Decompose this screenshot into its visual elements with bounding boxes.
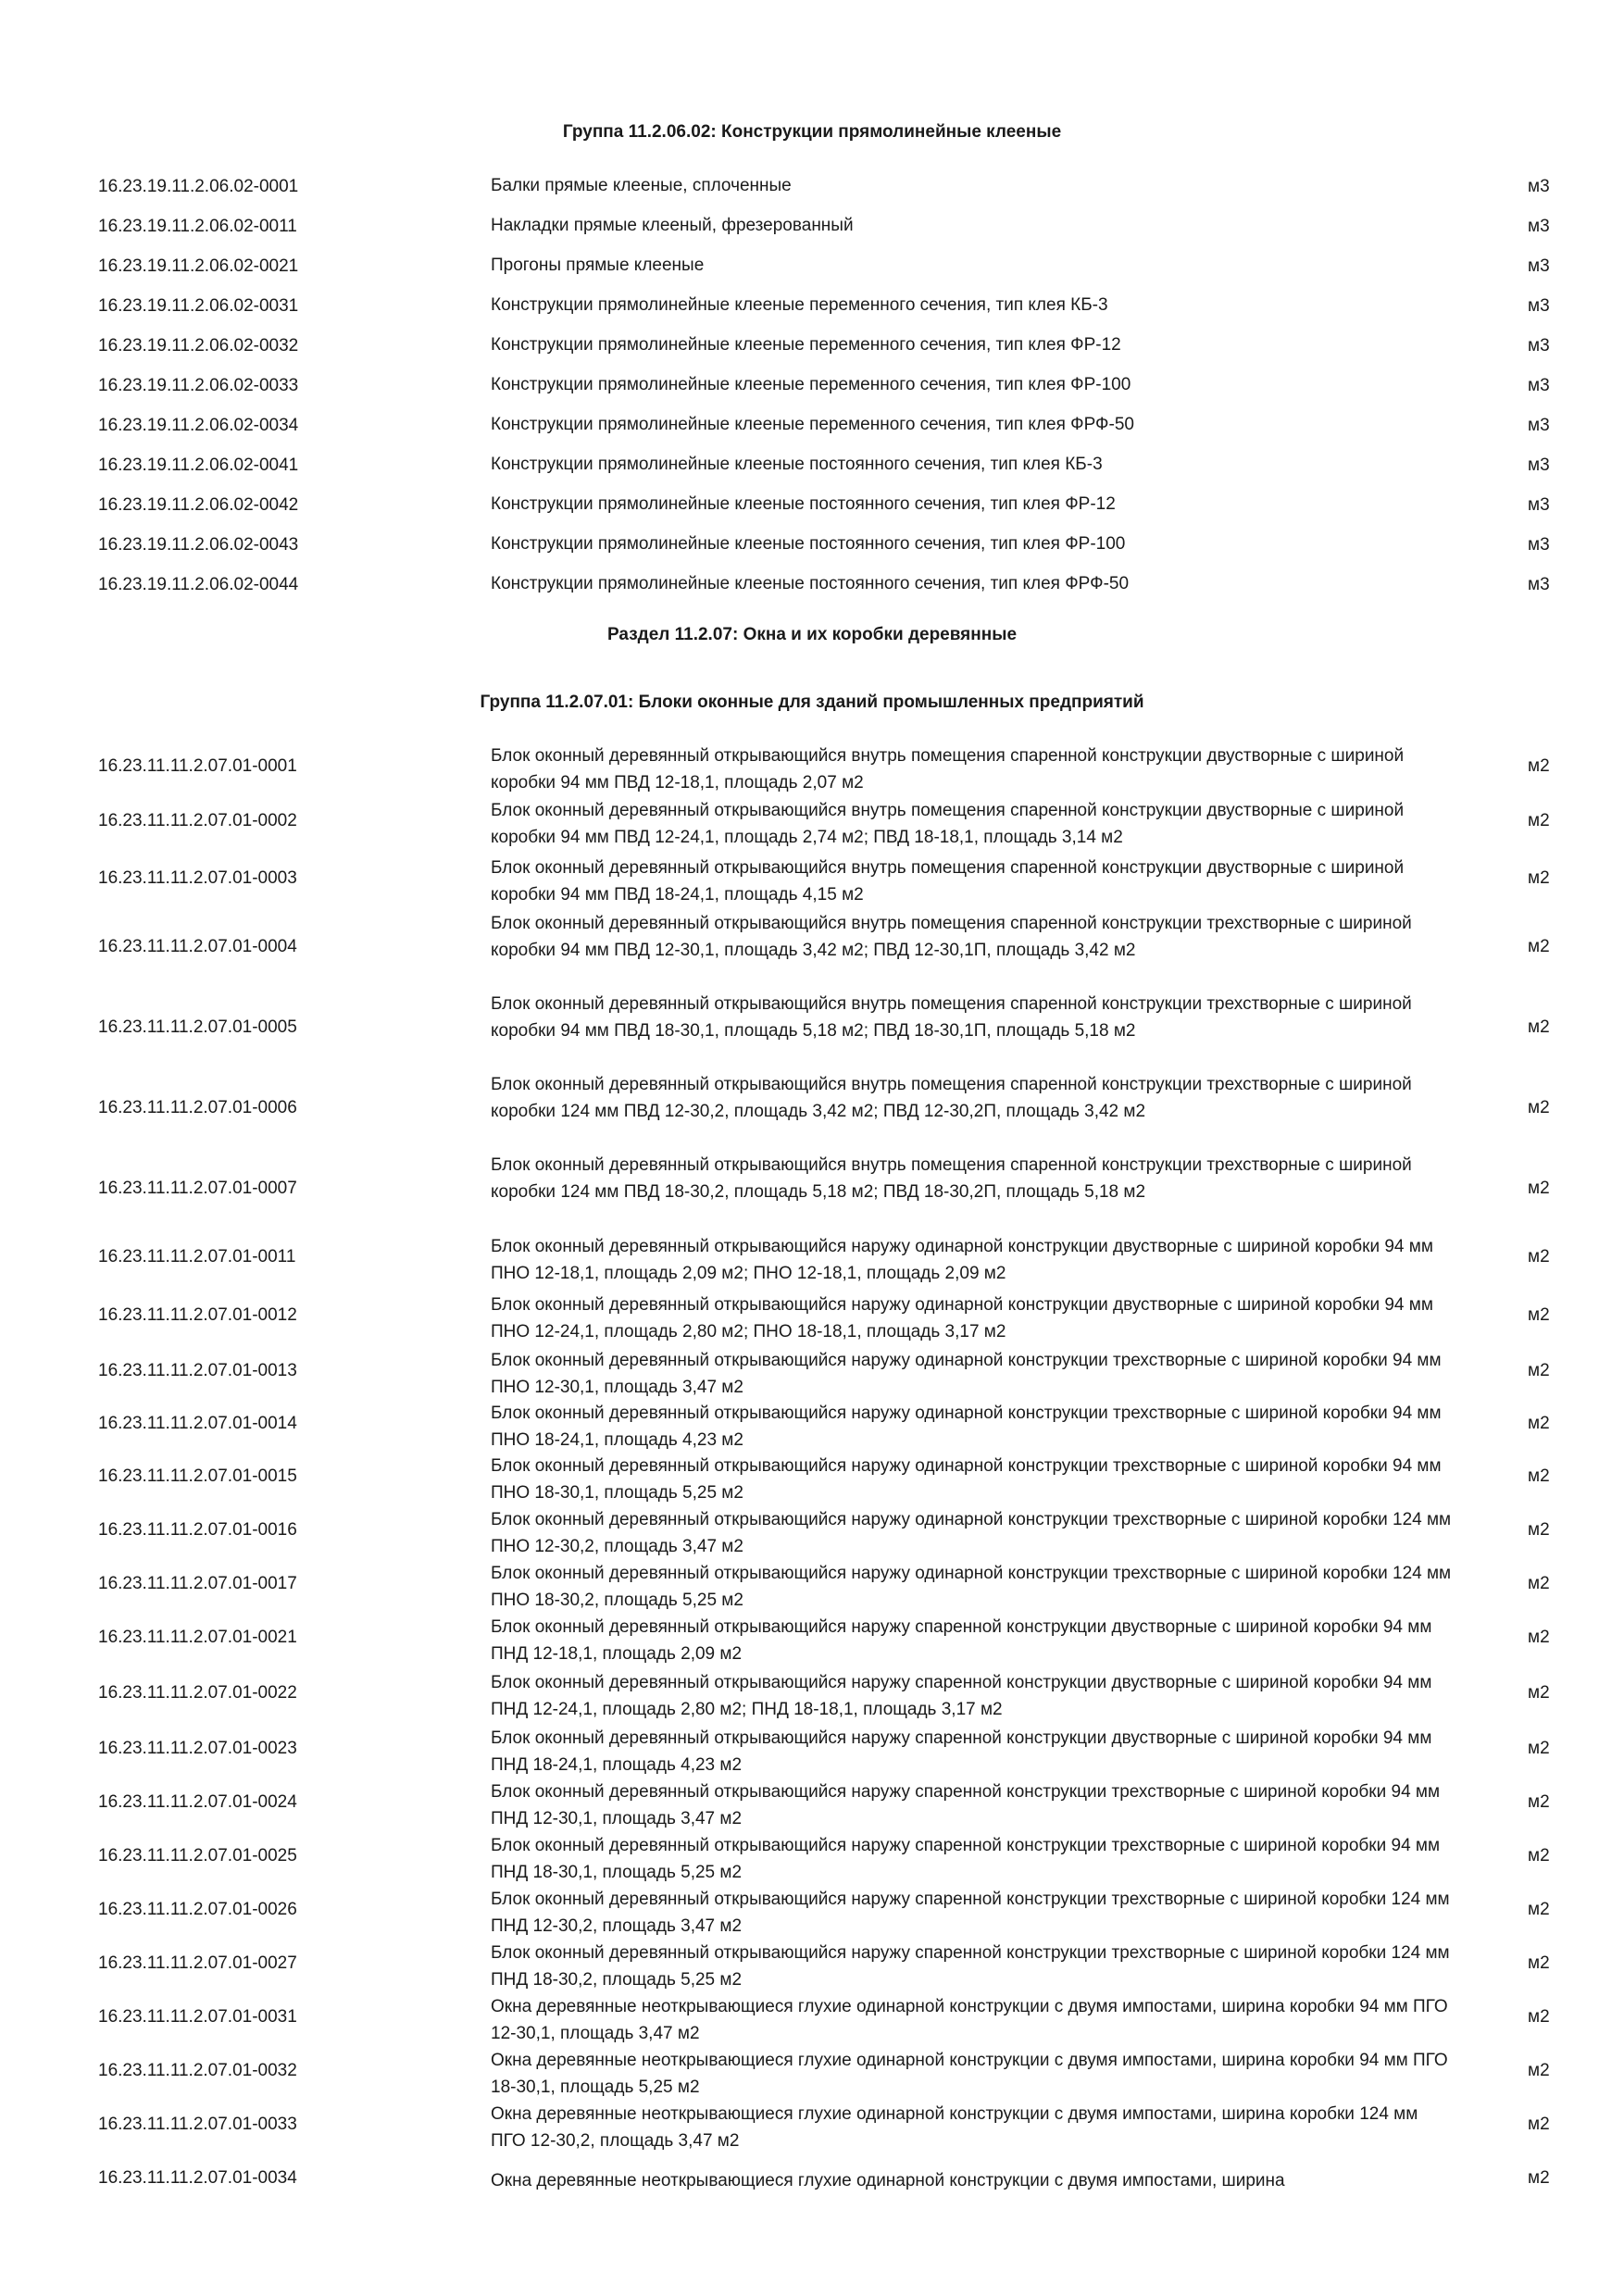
item-code: 16.23.19.11.2.06.02-0043 [98,535,299,555]
item-name: Блок оконный деревянный открывающийся наружу спаренной конструкции двустворные с шириной коробки 94 мм ПНД 12-24,1, площадь 2,80 м2; ПНД 18-18,1, площадь 3,17 м2 [491,1673,1432,1719]
item-name: Окна деревянные неоткрывающиеся глухие одинарной конструкции с двумя импостами, ширина коробки 94 мм ПГО 18-30,1, площадь 5,25 м2 [491,2051,1448,2097]
item-code: 16.23.19.11.2.06.02-0044 [98,575,299,594]
item-unit: м2 [1528,1846,1550,1866]
item-unit: м3 [1528,376,1550,395]
item-unit: м2 [1528,2007,1550,2027]
item-name: Балки прямые клееные, сплоченные [491,176,792,195]
item-name: Блок оконный деревянный открывающийся наружу одинарной конструкции трехстворные с шириной коробки 94 мм ПНО 18-30,1, площадь 5,25 м2 [491,1456,1442,1503]
item-name: Блок оконный деревянный открывающийся наружу одинарной конструкции трехстворные с шириной коробки 94 мм ПНО 18-24,1, площадь 4,23 м2 [491,1404,1442,1450]
item-unit: м3 [1528,495,1550,515]
item-code: 16.23.11.11.2.07.01-0027 [98,1953,297,1973]
item-unit: м2 [1528,868,1550,888]
item-name: Конструкции прямолинейные клееные переменного сечения, тип клея ФР-12 [491,335,1121,355]
item-name: Блок оконный деревянный открывающийся наружу спаренной конструкции двустворные с шириной коробки 94 мм ПНД 12-18,1, площадь 2,09 м2 [491,1617,1432,1664]
group-heading-1: Группа 11.2.06.02: Конструкции прямолинейные клееные [562,122,1062,142]
item-name: Блок оконный деревянный открывающийся наружу спаренной конструкции трехстворные с шириной коробки 94 мм ПНД 12-30,1, площадь 3,47 м2 [491,1782,1441,1828]
item-unit: м2 [1528,2168,1550,2188]
item-unit: м3 [1528,336,1550,356]
item-code: 16.23.11.11.2.07.01-0002 [98,811,297,830]
item-unit: м2 [1528,2115,1550,2134]
item-name: Блок оконный деревянный открывающийся наружу одинарной конструкции трехстворные с шириной коробки 124 мм ПНО 12-30,2, площадь 3,47 м2 [491,1510,1452,1556]
item-name: Конструкции прямолинейные клееные постоянного сечения, тип клея ФР-100 [491,534,1126,554]
item-code: 16.23.19.11.2.06.02-0042 [98,495,299,515]
item-unit: м2 [1528,1247,1550,1267]
item-unit: м2 [1528,756,1550,776]
item-name: Блок оконный деревянный открывающийся внутрь помещения спаренной конструкции двустворные с шириной коробки 94 мм ПВД 12-18,1, площадь 2,07 м2 [491,746,1405,792]
item-code: 16.23.19.11.2.06.02-0032 [98,336,299,356]
item-name: Блок оконный деревянный открывающийся внутрь помещения спаренной конструкции трехстворные с шириной коробки 124 мм ПВД 12-30,2, площадь 3,42 м2; ПВД 12-30,2П, площадь 3,42 м2 [491,1075,1412,1121]
item-code: 16.23.11.11.2.07.01-0014 [98,1414,297,1433]
item-code: 16.23.11.11.2.07.01-0033 [98,2115,297,2134]
item-code: 16.23.11.11.2.07.01-0012 [98,1305,297,1325]
item-unit: м3 [1528,416,1550,435]
item-code: 16.23.19.11.2.06.02-0001 [98,177,299,196]
item-unit: м2 [1528,1305,1550,1325]
item-unit: м2 [1528,1466,1550,1486]
item-name: Блок оконный деревянный открывающийся наружу спаренной конструкции трехстворные с шириной коробки 124 мм ПНД 18-30,2, площадь 5,25 м2 [491,1943,1450,1990]
item-code: 16.23.19.11.2.06.02-0011 [98,217,297,236]
item-name: Прогоны прямые клееные [491,256,705,275]
item-name: Окна деревянные неоткрывающиеся глухие одинарной конструкции с двумя импостами, ширина коробки 94 мм ПГО 12-30,1, площадь 3,47 м2 [491,1997,1448,2043]
group-heading-2: Группа 11.2.07.01: Блоки оконные для зданий промышленных предприятий [480,693,1144,712]
item-name: Блок оконный деревянный открывающийся внутрь помещения спаренной конструкции двустворные с шириной коробки 94 мм ПВД 18-24,1, площадь 4,15 м2 [491,858,1405,905]
item-code: 16.23.11.11.2.07.01-0005 [98,1017,297,1037]
item-unit: м3 [1528,256,1550,276]
item-name: Блок оконный деревянный открывающийся наружу одинарной конструкции двустворные с шириной коробки 94 мм ПНО 12-24,1, площадь 2,80 м2; ПНО 18-18,1, площадь 3,17 м2 [491,1295,1433,1341]
item-code: 16.23.11.11.2.07.01-0001 [98,756,297,776]
item-name: Накладки прямые клееный, фрезерованный [491,216,854,235]
item-name: Блок оконный деревянный открывающийся наружу одинарной конструкции трехстворные с шириной коробки 94 мм ПНО 12-30,1, площадь 3,47 м2 [491,1351,1442,1397]
item-code: 16.23.11.11.2.07.01-0026 [98,1900,297,1919]
item-name: Блок оконный деревянный открывающийся наружу спаренной конструкции трехстворные с шириной коробки 94 мм ПНД 18-30,1, площадь 5,25 м2 [491,1836,1441,1882]
item-code: 16.23.11.11.2.07.01-0003 [98,868,297,888]
item-name: Блок оконный деревянный открывающийся внутрь помещения спаренной конструкции двустворные с шириной коробки 94 мм ПВД 12-24,1, площадь 2,74 м2; ПВД 18-18,1, площадь 3,14 м2 [491,801,1405,847]
item-unit: м2 [1528,1739,1550,1758]
item-unit: м2 [1528,1361,1550,1380]
item-unit: м2 [1528,1683,1550,1703]
item-code: 16.23.11.11.2.07.01-0024 [98,1792,297,1812]
item-code: 16.23.11.11.2.07.01-0022 [98,1683,297,1703]
item-unit: м2 [1528,1098,1550,1117]
item-code: 16.23.11.11.2.07.01-0013 [98,1361,297,1380]
item-unit: м2 [1528,1520,1550,1540]
item-code: 16.23.11.11.2.07.01-0016 [98,1520,297,1540]
item-name: Конструкции прямолинейные клееные переменного сечения, тип клея КБ-3 [491,295,1108,315]
item-code: 16.23.11.11.2.07.01-0011 [98,1247,296,1267]
item-code: 16.23.11.11.2.07.01-0006 [98,1098,297,1117]
item-unit: м2 [1528,1900,1550,1919]
item-code: 16.23.11.11.2.07.01-0004 [98,937,297,956]
item-name: Блок оконный деревянный открывающийся наружу одинарной конструкции двустворные с шириной коробки 94 мм ПНО 12-18,1, площадь 2,09 м2; ПНО 12-18,1, площадь 2,09 м2 [491,1237,1433,1283]
item-code: 16.23.11.11.2.07.01-0023 [98,1739,297,1758]
item-name: Конструкции прямолинейные клееные постоянного сечения, тип клея ФР-12 [491,494,1116,514]
item-code: 16.23.19.11.2.06.02-0033 [98,376,299,395]
item-code: 16.23.11.11.2.07.01-0015 [98,1466,297,1486]
item-unit: м2 [1528,811,1550,830]
section-heading: Раздел 11.2.07: Окна и их коробки деревянные [606,625,1018,644]
item-name: Блок оконный деревянный открывающийся внутрь помещения спаренной конструкции трехстворные с шириной коробки 94 мм ПВД 12-30,1, площадь 3,42 м2; ПВД 12-30,1П, площадь 3,42 м2 [491,914,1412,960]
item-name: Блок оконный деревянный открывающийся внутрь помещения спаренной конструкции трехстворные с шириной коробки 94 мм ПВД 18-30,1, площадь 5,18 м2; ПВД 18-30,1П, площадь 5,18 м2 [491,994,1412,1041]
item-code: 16.23.19.11.2.06.02-0041 [98,455,299,475]
item-name: Конструкции прямолинейные клееные переменного сечения, тип клея ФРФ-50 [491,415,1134,434]
item-unit: м3 [1528,455,1550,475]
item-unit: м3 [1528,296,1550,316]
item-name: Блок оконный деревянный открывающийся наружу спаренной конструкции трехстворные с шириной коробки 124 мм ПНД 12-30,2, площадь 3,47 м2 [491,1890,1450,1936]
item-unit: м3 [1528,575,1550,594]
item-code: 16.23.11.11.2.07.01-0021 [98,1628,297,1647]
item-code: 16.23.19.11.2.06.02-0034 [98,416,299,435]
item-unit: м2 [1528,1628,1550,1647]
item-name: Конструкции прямолинейные клееные постоянного сечения, тип клея ФРФ-50 [491,574,1130,593]
item-unit: м2 [1528,1792,1550,1812]
item-unit: м3 [1528,535,1550,555]
item-unit: м2 [1528,1414,1550,1433]
item-name: Блок оконный деревянный открывающийся наружу одинарной конструкции трехстворные с шириной коробки 124 мм ПНО 18-30,2, площадь 5,25 м2 [491,1564,1452,1610]
item-name: Конструкции прямолинейные клееные переменного сечения, тип клея ФР-100 [491,375,1131,394]
item-unit: м2 [1528,1574,1550,1593]
item-unit: м3 [1528,177,1550,196]
item-unit: м3 [1528,217,1550,236]
item-code: 16.23.11.11.2.07.01-0007 [98,1179,297,1198]
item-code: 16.23.19.11.2.06.02-0031 [98,296,299,316]
item-code: 16.23.11.11.2.07.01-0025 [98,1846,297,1866]
item-code: 16.23.11.11.2.07.01-0034 [98,2168,297,2188]
item-unit: м2 [1528,1953,1550,1973]
item-code: 16.23.19.11.2.06.02-0021 [98,256,299,276]
item-name: Блок оконный деревянный открывающийся наружу спаренной конструкции двустворные с шириной коробки 94 мм ПНД 18-24,1, площадь 4,23 м2 [491,1728,1432,1775]
item-name: Окна деревянные неоткрывающиеся глухие одинарной конструкции с двумя импостами, ширина [491,2171,1285,2190]
item-name: Конструкции прямолинейные клееные постоянного сечения, тип клея КБ-3 [491,455,1103,474]
item-name: Блок оконный деревянный открывающийся внутрь помещения спаренной конструкции трехстворные с шириной коробки 124 мм ПВД 18-30,2, площадь 5,18 м2; ПВД 18-30,2П, площадь 5,18 м2 [491,1155,1412,1202]
item-name: Окна деревянные неоткрывающиеся глухие одинарной конструкции с двумя импостами, ширина коробки 124 мм ПГО 12-30,2, площадь 3,47 м2 [491,2104,1418,2151]
item-code: 16.23.11.11.2.07.01-0017 [98,1574,297,1593]
item-unit: м2 [1528,1179,1550,1198]
item-unit: м2 [1528,937,1550,956]
item-unit: м2 [1528,2061,1550,2080]
item-code: 16.23.11.11.2.07.01-0032 [98,2061,297,2080]
item-code: 16.23.11.11.2.07.01-0031 [98,2007,297,2027]
item-unit: м2 [1528,1017,1550,1037]
